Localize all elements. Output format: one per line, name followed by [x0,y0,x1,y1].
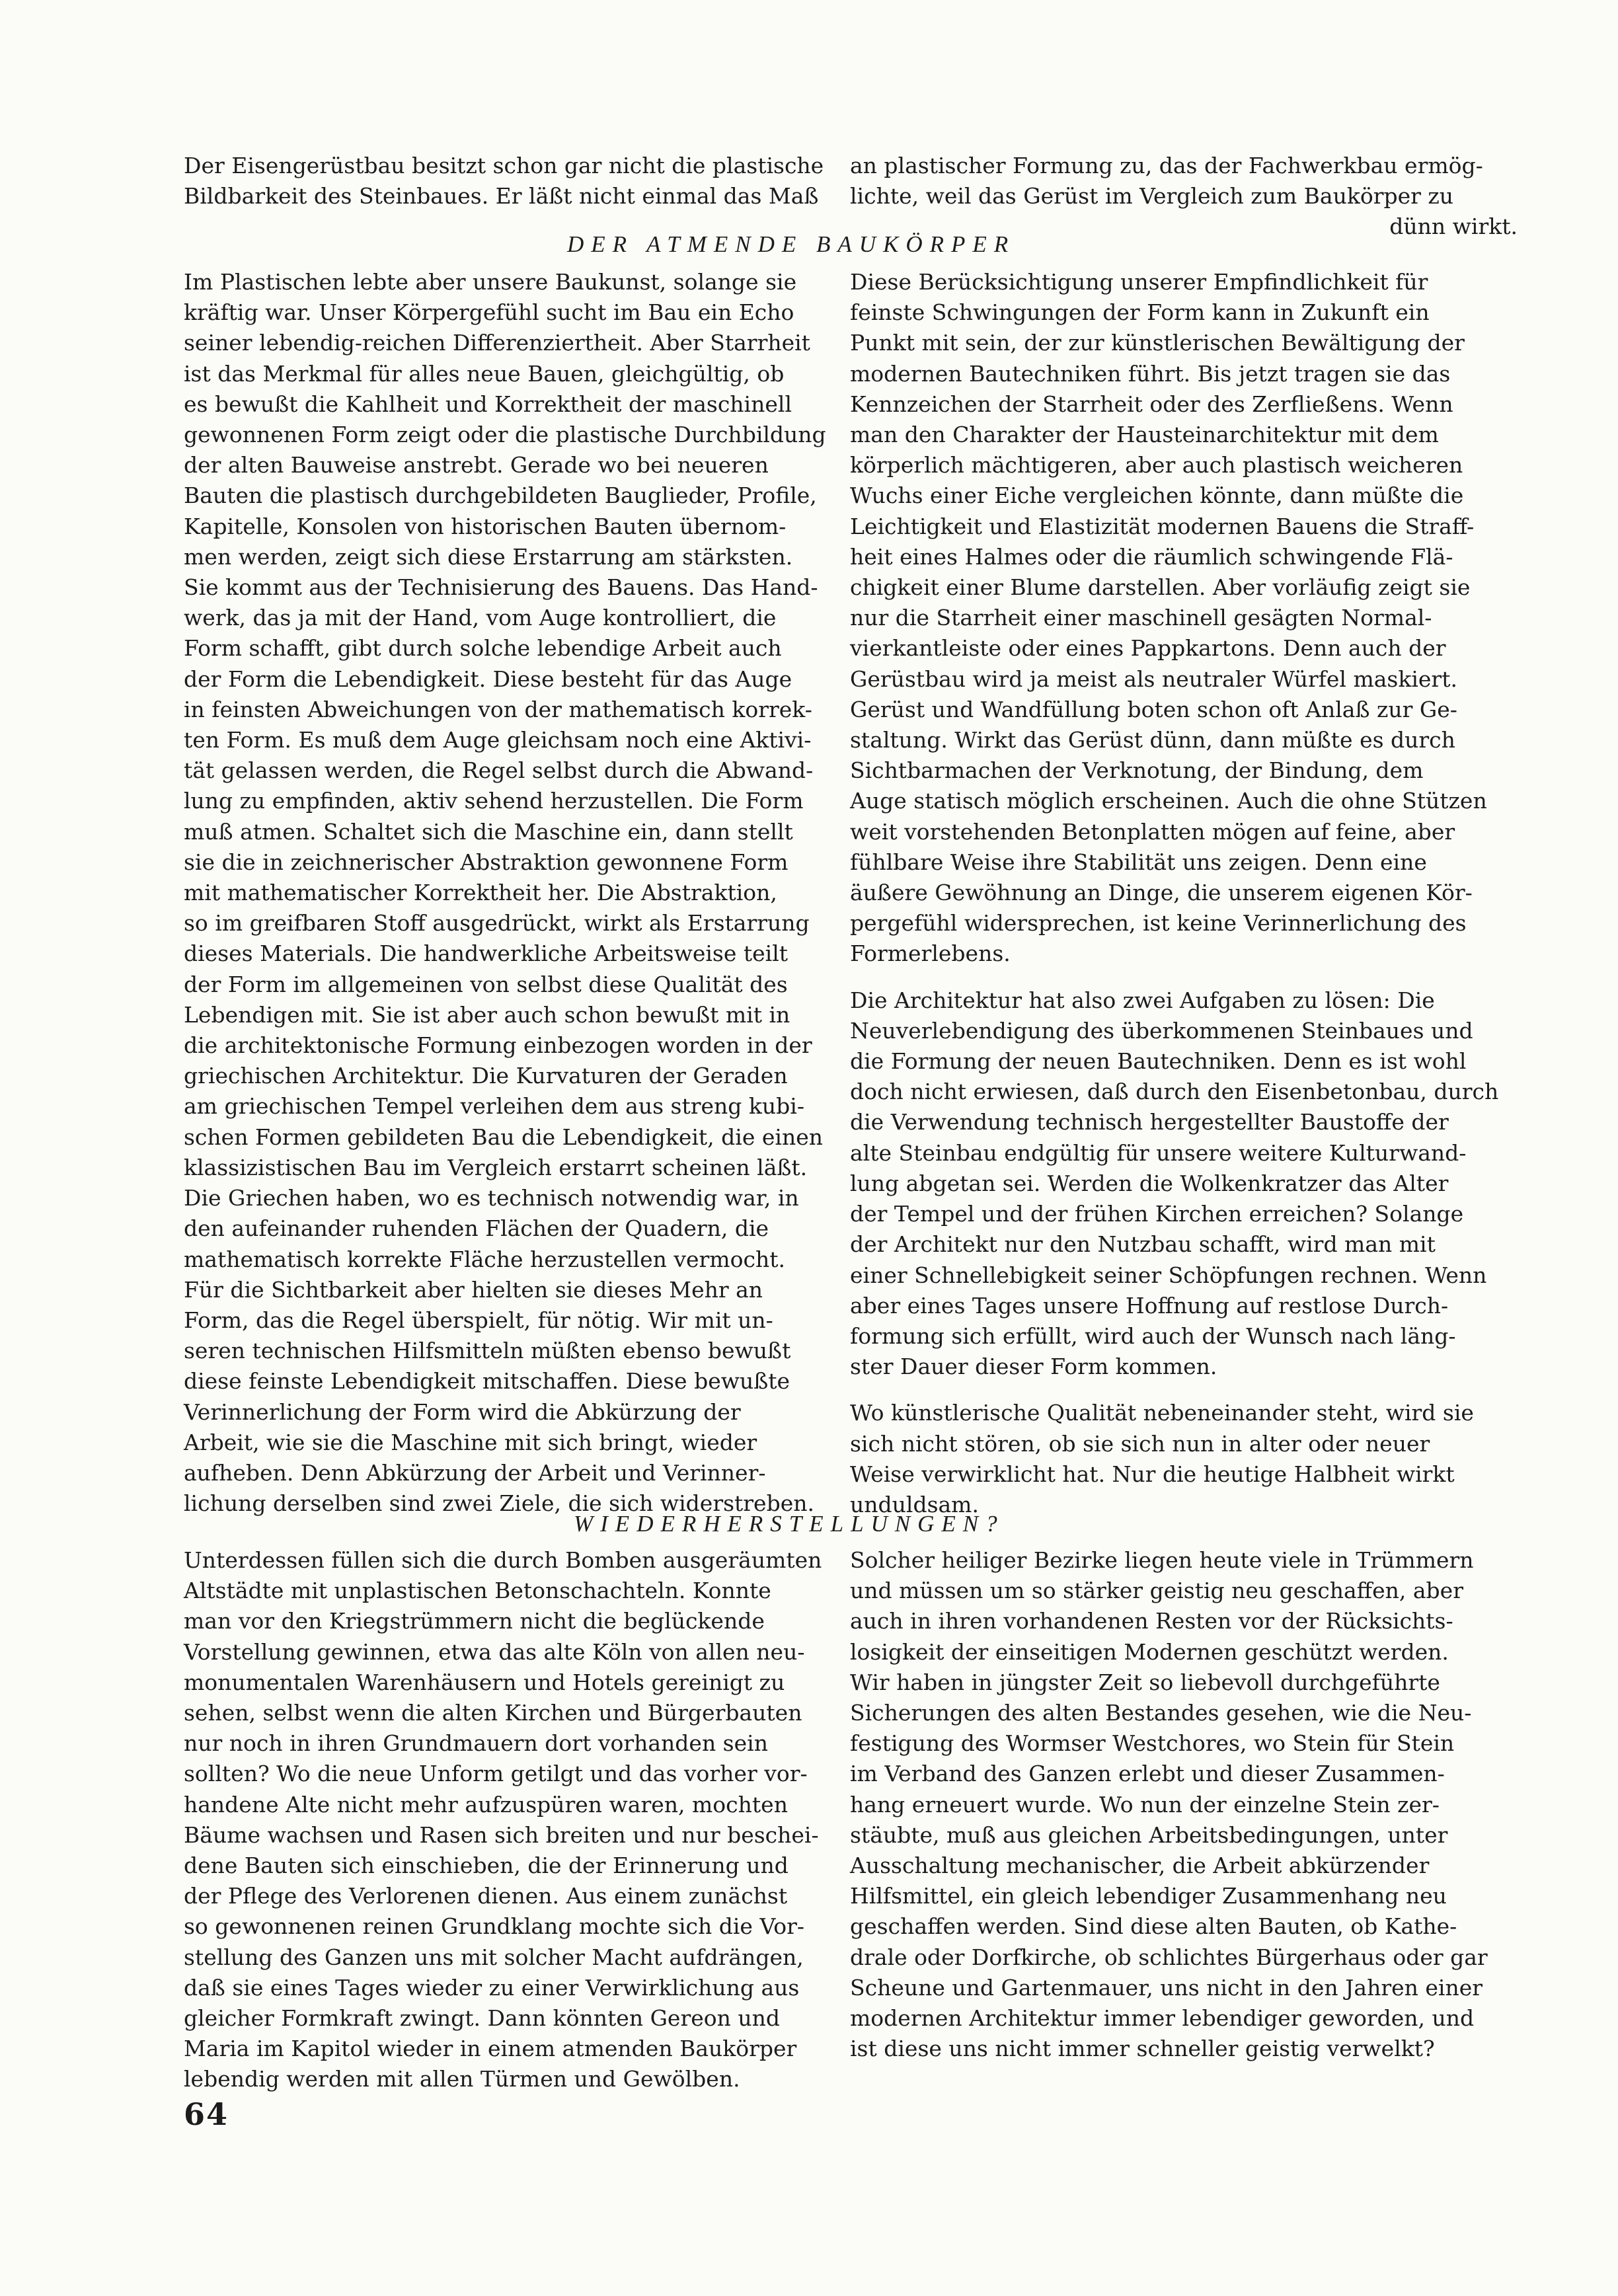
section-heading-wiederherstellungen: WIEDERHERSTELLUNGEN? [574,1511,1005,1537]
intro-right-text: an plastischer Formung zu, das der Fachwerkbau ermög- lichte, weil das Gerüst im Vergleich zum Baukörper zu [850,153,1483,210]
section2-right-column [850,1545,1518,2064]
section1-right-paragraph-1: Diese Berücksichtigung unserer Empfindlichkeit für feinste Schwingungen der Form kann in Zukunft ein Punkt mit sein, der zur künstlerischen Bewältigung der modernen Bautechniken führt. Bis jetzt tragen sie das Kennzeichen der Starrheit oder des Zerfließens. Wenn man den Charakter der Hausteinarchitektur mit dem körperlich mächtigeren, aber auch plastisch weicheren Wuchs einer Eiche vergleichen könnte, dann müßte die Leichtigkeit und Elastizität modernen Bauens die Straff- heit eines Halmes oder die räumlich schwingende Flä- chigkeit einer Blume darstellen. Aber vorläufig zeigt sie nur die Starrheit einer maschinell gesägten Normal- vierkantleiste oder eines Pappkartons. Denn auch der Gerüstbau wird ja meist als neutraler Würfel maskiert. Gerüst und Wandfüllung boten schon oft Anlaß zur Ge- staltung. Wirkt das Gerüst dünn, dann müßte es durch Sichtbarmachen der Verknotung, der Bindung, dem Auge statisch möglich erscheinen. Auch die ohne Stützen weit vorstehenden Betonplatten mögen auf feine, aber fühlbare Weise ihre Stabilität uns zeigen. Denn eine äußere Gewöhnung an Dinge, die unserem eigenen Kör- pergefühl widersprechen, ist keine Verinnerlichung des Formerlebens. [850,269,1487,967]
section2-left-column [184,1545,851,2095]
section-heading-atmende: DER ATMENDE BAUKÖRPER [567,231,1016,257]
intro-left-column [184,151,851,211]
intro-right-column [850,151,1518,243]
section1-right-paragraph-3: Wo künstlerische Qualität nebeneinander steht, wird sie sich nicht stören, ob sie sich nun in alter oder neuer Weise verwirklicht hat. Nur die heutige Halbheit wirkt unduldsam. [850,1400,1474,1517]
page-number: 64 [184,2096,229,2132]
section1-left-column [184,267,851,1519]
section1-right-paragraph-2: Die Architektur hat also zwei Aufgaben zu lösen: Die Neuverlebendigung des überkommenen Steinbaues und die Formung der neuen Bautechniken. Denn es ist wohl doch nicht erwiesen, daß durch den Eisenbetonbau, durch die Verwendung technisch hergestellter Baustoffe der alte Steinbau endgültig für unsere weitere Kulturwand- lung abgetan sei. Werden die Wolkenkratzer das Alter der Tempel und der frühen Kirchen erreichen? Solange der Architekt nur den Nutzbau schafft, wird man mit einer Schnellebigkeit seiner Schöpfungen rechnen. Wenn aber eines Tages unsere Hoffnung auf restlose Durch- formung sich erfüllt, wird auch der Wunsch nach läng- ster Dauer dieser Form kommen. [850,987,1499,1380]
intro-right-end: dünn wirkt. [1389,213,1518,240]
section1-left-text: Im Plastischen lebte aber unsere Baukunst, solange sie kräftig war. Unser Körpergefühl sucht im Bau ein Echo seiner lebendig-reichen Differenziertheit. Aber Starrheit ist das Merkmal für alles neue Bauen, gleichgültig, ob es bewußt die Kahlheit und Korrektheit der maschinell gewonnenen Form zeigt oder die plastische Durchbildung der alten Bauweise anstrebt. Gerade wo bei neueren Bauten die plastisch durchgebildeten Bauglieder, Profile, Kapitelle, Konsolen von historischen Bauten übernom- men werden, zeigt sich diese Erstarrung am stärksten. Sie kommt aus der Technisierung des Bauens. Das Hand- werk, das ja mit der Hand, vom Auge kontrolliert, die Form schafft, gibt durch solche lebendige Arbeit auch der Form die Lebendigkeit. Diese besteht für das Auge in feinsten Abweichungen von der mathematisch korrek- ten Form. Es muß dem Auge gleichsam noch eine Aktivi- tät gelassen werden, die Regel selbst durch die Abwand- lung zu empfinden, aktiv sehend herzustellen. Die Form muß atmen. Schaltet sich die Maschine ein, dann stellt sie die in zeichnerischer Abstraktion gewonnene Form mit mathematischer Korrektheit her. Die Abstraktion, so im greifbaren Stoff ausgedrückt, wirkt als Erstarrung dieses Materials. Die handwerkliche Arbeitsweise teilt der Form im allgemeinen von selbst diese Qualität des Lebendigen mit. Sie ist aber auch schon bewußt mit in die architektonische Formung einbezogen worden in der griechischen Architektur. Die Kurvaturen der Geraden am griechischen Tempel verleihen dem aus streng kubi- schen Formen gebildeten Bau die Lebendigkeit, die einen klassizistischen Bau im Vergleich erstarrt scheinen läßt. Die Griechen haben, wo es technisch notwendig war, in den aufeinander ruhenden Flächen der Quadern, die mathematisch korrekte Fläche herzustellen vermocht. Für die Sichtbarkeit aber hielten sie dieses Mehr an Form, das die Regel überspielt, für nötig. Wir mit un- seren technischen Hilfsmitteln müßten ebenso bewußt diese feinste Lebendigkeit mitschaffen. Diese bewußte Verinnerlichung der Form wird die Abkürzung der Arbeit, wie sie die Maschine mit sich bringt, wieder aufheben. Denn Abkürzung der Arbeit und Verinner- lichung derselben sind zwei Ziele, die sich widerstreben. [184,269,826,1517]
section2-left-text: Unterdessen füllen sich die durch Bomben ausgeräumten Altstädte mit unplastischen Betonschachteln. Konnte man vor den Kriegstrümmern nicht die beglückende Vorstellung gewinnen, etwa das alte Köln von allen neu- monumentalen Warenhäusern und Hotels gereinigt zu sehen, selbst wenn die alten Kirchen und Bürgerbauten nur noch in ihren Grundmauern dort vorhanden sein sollten? Wo die neue Unform getilgt und das vorher vor- handene Alte nicht mehr aufzuspüren waren, mochten Bäume wachsen und Rasen sich breiten und nur beschei- dene Bauten sich einschieben, die der Erinnerung und der Pflege des Verlorenen dienen. Aus einem zunächst so gewonnenen reinen Grundklang mochte sich die Vor- stellung des Ganzen uns mit solcher Macht aufdrängen, daß sie eines Tages wieder zu einer Verwirklichung aus gleicher Formkraft zwingt. Dann könnten Gereon und Maria im Kapitol wieder in einem atmenden Baukörper lebendig werden mit allen Türmen und Gewölben. [184,1547,822,2092]
section1-right-column [850,267,1518,1520]
intro-left-text: Der Eisengerüstbau besitzt schon gar nicht die plastische Bildbarkeit des Steinbaues. Er läßt nicht einmal das Maß [184,153,824,210]
section2-right-text: Solcher heiliger Bezirke liegen heute viele in Trümmern und müssen um so stärker geistig neu geschaffen, aber auch in ihren vorhandenen Resten vor der Rücksichts- losigkeit der einseitigen Modernen geschützt werden. Wir haben in jüngster Zeit so liebevoll durchgeführte Sicherungen des alten Bestandes gesehen, wie die Neu- festigung des Wormser Westchores, wo Stein für Stein im Verband des Ganzen erlebt und dieser Zusammen- hang erneuert wurde. Wo nun der einzelne Stein zer- stäubte, muß aus gleichen Arbeitsbedingungen, unter Ausschaltung mechanischer, die Arbeit abkürzender Hilfsmittel, ein gleich lebendiger Zusammenhang neu geschaffen werden. Sind diese alten Bauten, ob Kathe- drale oder Dorfkirche, ob schlichtes Bürgerhaus oder gar Scheune und Gartenmauer, uns nicht in den Jahren einer modernen Architektur immer lebendiger geworden, und ist diese uns nicht immer schneller geistig verwelkt? [850,1547,1488,2062]
